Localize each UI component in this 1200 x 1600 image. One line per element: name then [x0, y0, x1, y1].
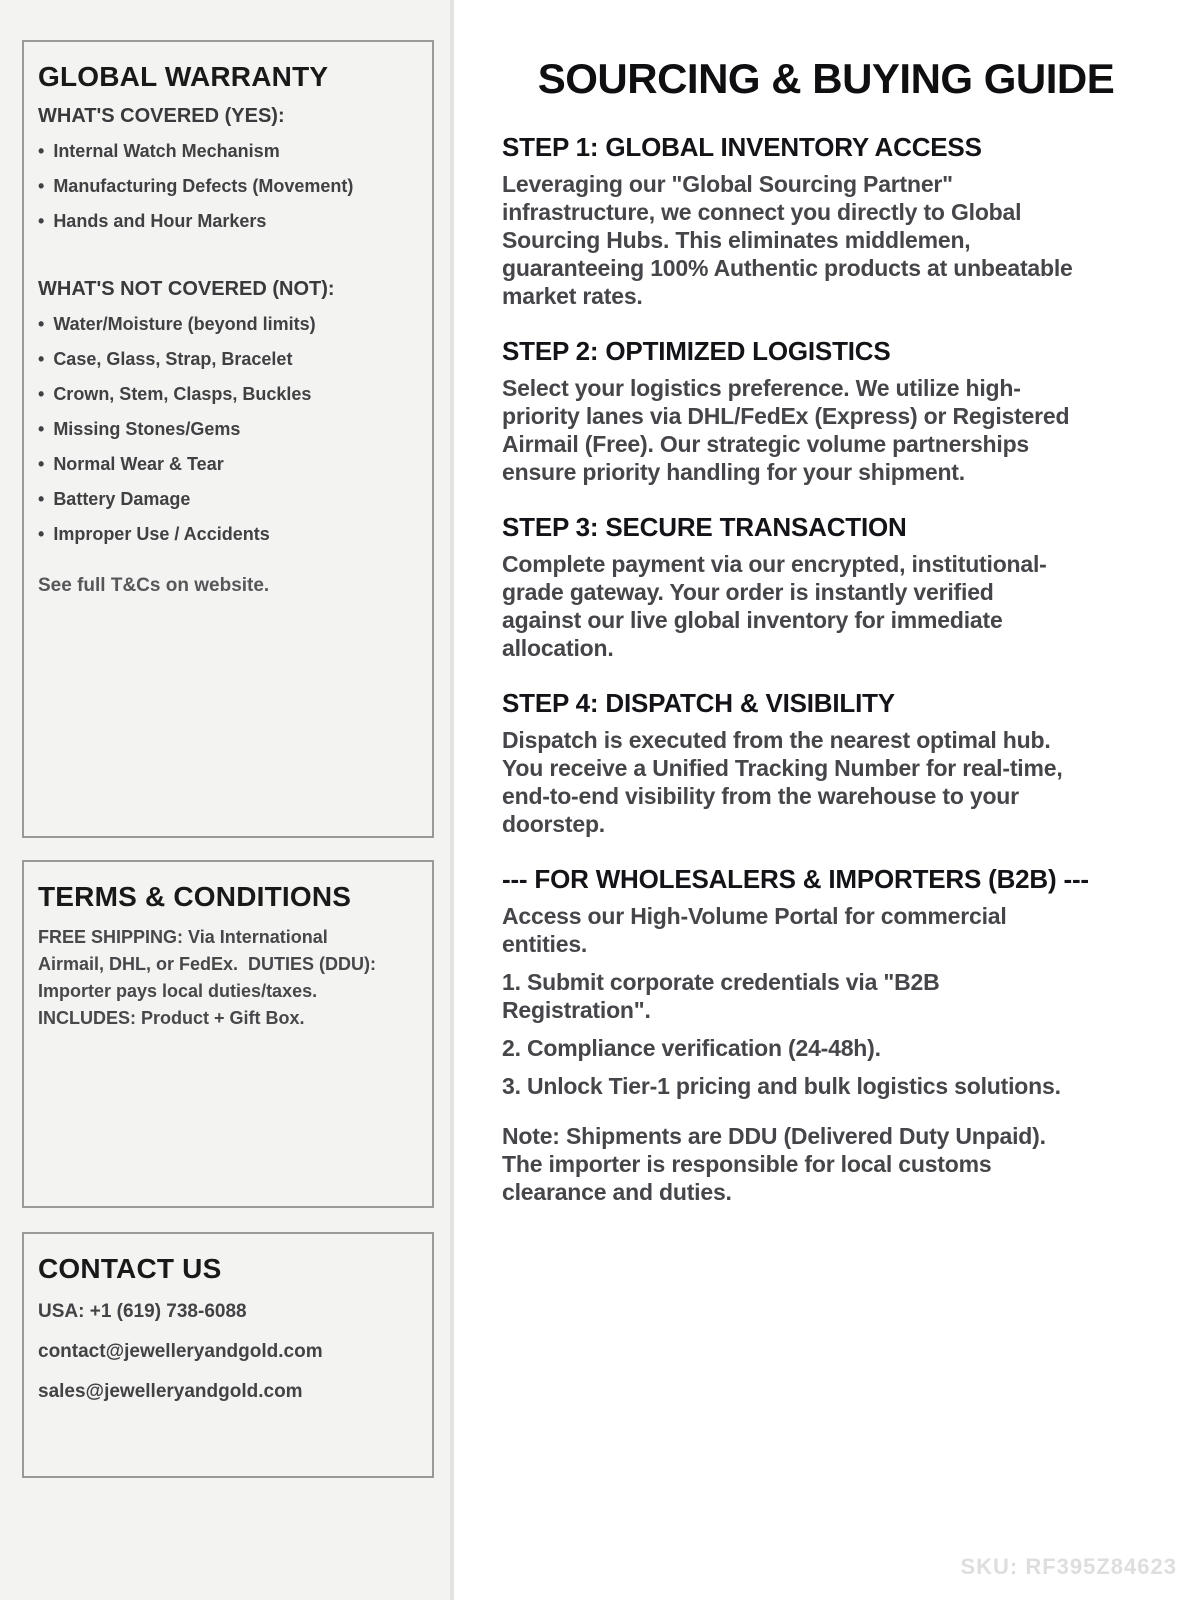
section-b2b: [502, 864, 1102, 1206]
section-step-4: [502, 688, 1102, 838]
bullet-icon: •: [38, 314, 45, 334]
terms-body: FREE SHIPPING: Via International Airmail, DHL, or FedEx. DUTIES (DDU): Importer pays local duties/taxes. INCLUDES: Product + Gift Box.: [38, 927, 382, 1028]
bullet-icon: •: [38, 176, 45, 196]
list-item-label: Manufacturing Defects (Movement): [53, 176, 354, 196]
not-covered-list: [38, 307, 418, 552]
step-3-heading: STEP 3: SECURE TRANSACTION: [502, 512, 907, 542]
section-step-3: [502, 512, 1102, 662]
not-covered-heading: WHAT'S NOT COVERED (NOT):: [38, 278, 335, 300]
list-item: [38, 447, 418, 482]
b2b-heading: --- FOR WHOLESALERS & IMPORTERS (B2B) ---: [502, 864, 1089, 894]
list-item: [38, 482, 418, 517]
guide-content: [502, 120, 1102, 1216]
bullet-icon: •: [38, 489, 45, 509]
list-item-label: Normal Wear & Tear: [53, 454, 224, 474]
warranty-footnote: See full T&Cs on website.: [38, 575, 270, 596]
list-item-label: Missing Stones/Gems: [53, 419, 241, 439]
contact-phone: USA: +1 (619) 738-6088: [38, 1301, 247, 1322]
bullet-icon: •: [38, 211, 45, 231]
contact-sales-email: sales@jewelleryandgold.com: [38, 1381, 303, 1402]
b2b-intro: Access our High-Volume Portal for commercial entities.: [502, 903, 1007, 957]
b2b-note: Note: Shipments are DDU (Delivered Duty Unpaid). The importer is responsible for local customs clearance and duties.: [502, 1123, 1046, 1205]
list-item: [38, 307, 418, 342]
covered-list: [38, 134, 418, 239]
step-1-body: Leveraging our "Global Sourcing Partner" infrastructure, we connect you directly to Global Sourcing Hubs. This eliminates middlemen, guaranteeing 100% Authentic products at unbeatable market rates.: [502, 171, 1073, 309]
list-item: [38, 134, 418, 169]
bullet-icon: •: [38, 141, 45, 161]
section-step-2: [502, 336, 1102, 486]
list-item: [38, 204, 418, 239]
warranty-panel: [22, 40, 434, 838]
b2b-step-2: 2. Compliance verification (24-48h).: [502, 1035, 881, 1061]
covered-heading: WHAT'S COVERED (YES):: [38, 105, 285, 127]
step-2-heading: STEP 2: OPTIMIZED LOGISTICS: [502, 336, 891, 366]
list-item-label: Battery Damage: [53, 489, 191, 509]
terms-title: TERMS & CONDITIONS: [38, 881, 352, 912]
step-3-body: Complete payment via our encrypted, institutional-grade gateway. Your order is instantly verified against our live global inventory for immediate allocation.: [502, 551, 1047, 661]
contact-panel: [22, 1232, 434, 1478]
list-item-label: Hands and Hour Markers: [53, 211, 267, 231]
bullet-icon: •: [38, 419, 45, 439]
list-item: [38, 169, 418, 204]
warranty-title: GLOBAL WARRANTY: [38, 61, 329, 92]
b2b-step-3: 3. Unlock Tier-1 pricing and bulk logistics solutions.: [502, 1073, 1061, 1099]
step-4-body: Dispatch is executed from the nearest optimal hub. You receive a Unified Tracking Number for real-time, end-to-end visibility from the warehouse to your doorstep.: [502, 727, 1063, 837]
list-item: [38, 342, 418, 377]
bullet-icon: •: [38, 454, 45, 474]
list-item-label: Improper Use / Accidents: [53, 524, 270, 544]
list-item: [38, 412, 418, 447]
list-item-label: Water/Moisture (beyond limits): [53, 314, 316, 334]
contact-title: CONTACT US: [38, 1253, 222, 1284]
step-4-heading: STEP 4: DISPATCH & VISIBILITY: [502, 688, 895, 718]
sku-label: SKU: RF395Z84623: [960, 1554, 1177, 1579]
b2b-step-1: 1. Submit corporate credentials via "B2B Registration".: [502, 969, 940, 1023]
step-2-body: Select your logistics preference. We utilize high-priority lanes via DHL/FedEx (Express) or Registered Airmail (Free). Our strategic volume partnerships ensure priority handling for your shipment.: [502, 375, 1070, 485]
contact-email: contact@jewelleryandgold.com: [38, 1341, 323, 1362]
terms-panel: [22, 860, 434, 1208]
bullet-icon: •: [38, 384, 45, 404]
bullet-icon: •: [38, 524, 45, 544]
list-item: [38, 517, 418, 552]
section-step-1: [502, 132, 1102, 310]
bullet-icon: •: [38, 349, 45, 369]
list-item: [38, 377, 418, 412]
list-item-label: Internal Watch Mechanism: [53, 141, 280, 161]
list-item-label: Crown, Stem, Clasps, Buckles: [53, 384, 312, 404]
list-item-label: Case, Glass, Strap, Bracelet: [53, 349, 293, 369]
page-title: SOURCING & BUYING GUIDE: [537, 55, 1115, 102]
step-1-heading: STEP 1: GLOBAL INVENTORY ACCESS: [502, 132, 982, 162]
sidebar: [0, 0, 454, 1600]
main-area: [458, 0, 1200, 1600]
